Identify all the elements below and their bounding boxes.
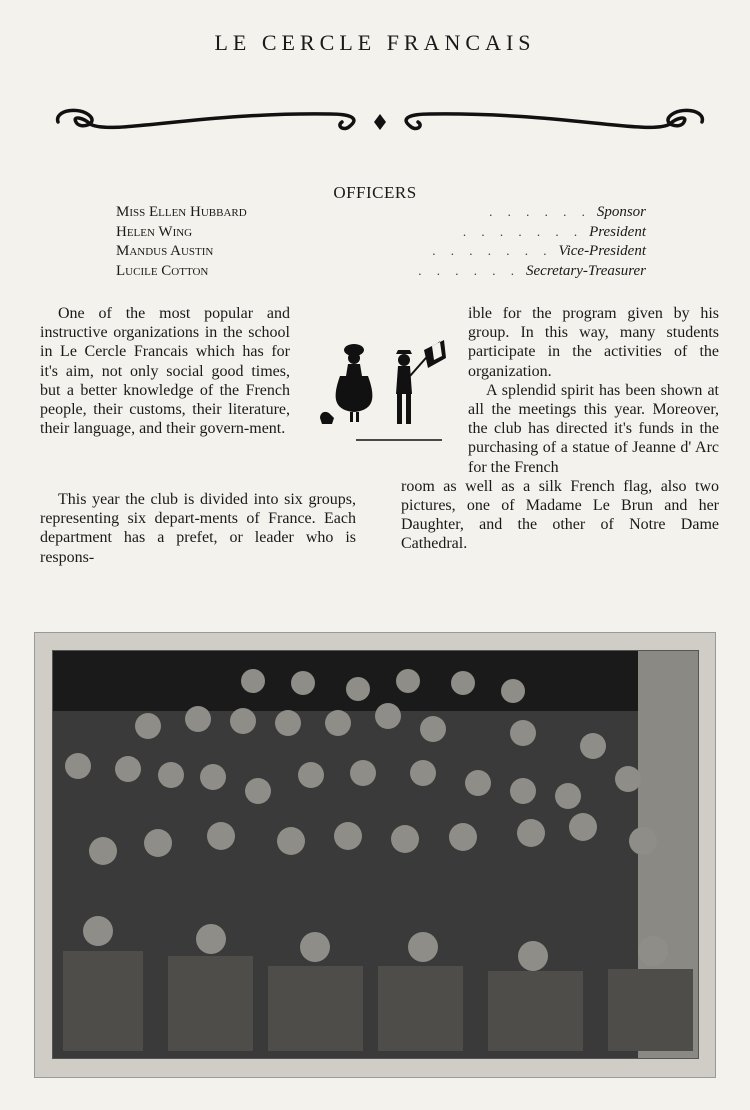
- article-left-column: [40, 304, 290, 438]
- article-paragraph: A splendid spirit has been shown at all the meetings this year. Moreover, the club has directed it's funds in the purchasing of a statue of Jeanne d' Arc for the French: [468, 381, 719, 476]
- leader-dots: . . . . . .: [418, 262, 521, 278]
- officer-role: Sponsor: [596, 204, 646, 220]
- officer-name: Helen Wing: [116, 223, 193, 240]
- officer-name: Lucile Cotton: [116, 262, 209, 279]
- article-right-narrow: [468, 304, 719, 477]
- officer-row: [116, 224, 646, 244]
- officers-heading: OFFICERS: [333, 183, 417, 202]
- officer-role: Vice-President: [558, 243, 646, 259]
- officer-row: [116, 243, 646, 263]
- officer-name: Miss Ellen Hubbard: [116, 204, 247, 220]
- article-left-column-lower: [40, 490, 356, 567]
- leader-dots: . . . . . .: [489, 204, 591, 219]
- officer-role: President: [589, 223, 646, 240]
- club-group-photograph: [52, 650, 699, 1059]
- silhouette-illustration: [312, 336, 452, 446]
- officer-row: [116, 263, 646, 283]
- officer-role: Secretary-Treasurer: [526, 262, 646, 279]
- article-paragraph: This year the club is divided into six groups, representing six depart-ments of France. Each department has a prefet, or leader who is respons-: [40, 491, 356, 566]
- article-paragraph: ible for the program given by his group. In this way, many students participate in the activities of the organization.: [468, 305, 719, 380]
- leader-dots: . . . . . . .: [462, 223, 584, 239]
- article-paragraph: room as well as a silk French flag, also two pictures, one of Madame Le Brun and her Daughter, and the other of Notre Dame Cathedral.: [401, 477, 719, 553]
- decorative-flourish-ornament: [50, 100, 710, 148]
- officers-list: [116, 204, 646, 282]
- page-title: LE CERCLE FRANCAIS: [214, 30, 536, 55]
- article-paragraph: One of the most popular and instructive organizations in the school in Le Cercle Francais which has for it's aim, not only social good times, but a better knowledge of the French people, their customs, their literature, their language, and their govern-ment.: [40, 305, 290, 438]
- officer-name: Mandus Austin: [116, 243, 214, 259]
- leader-dots: . . . . . . .: [432, 243, 553, 258]
- officer-row: [116, 204, 646, 224]
